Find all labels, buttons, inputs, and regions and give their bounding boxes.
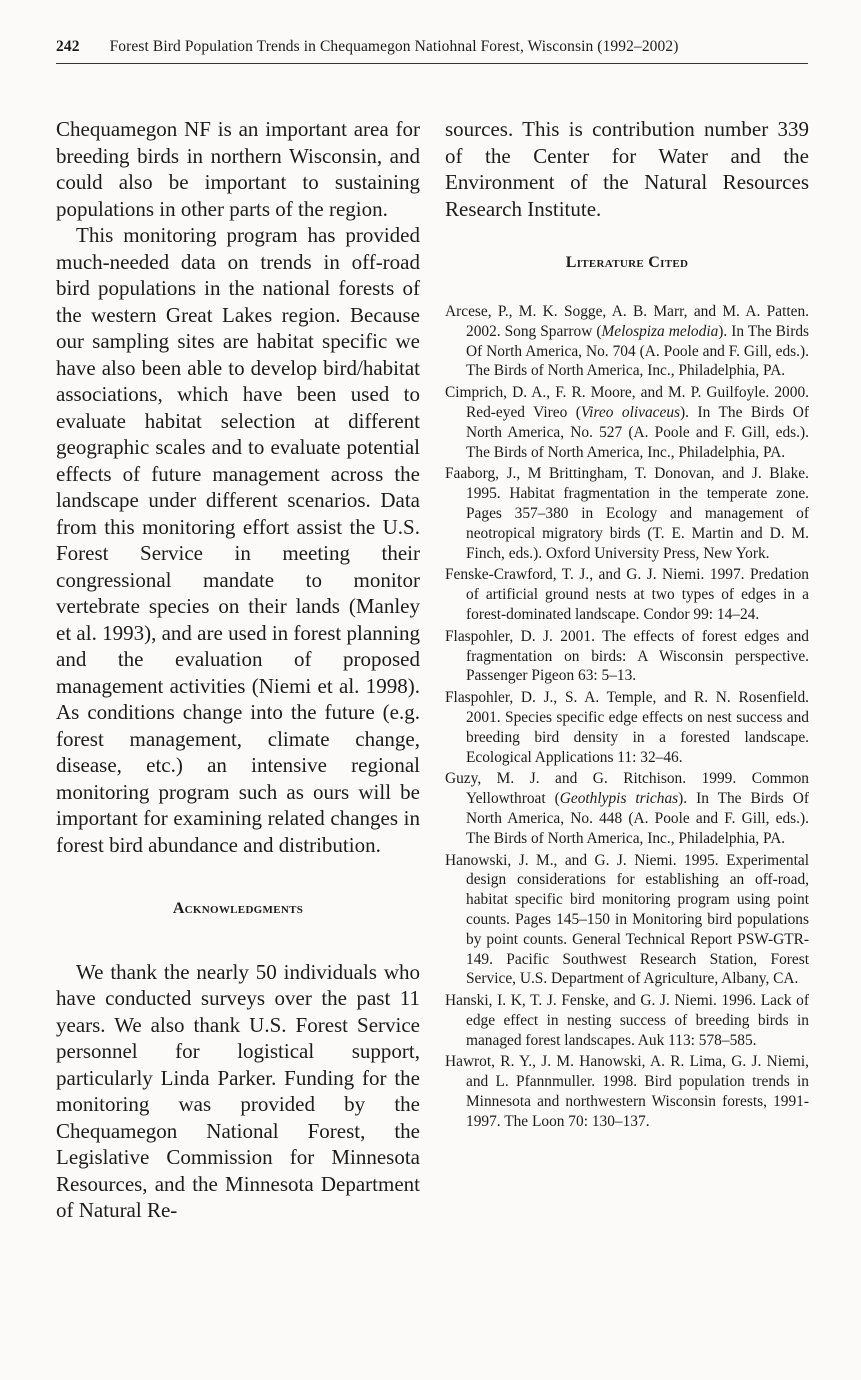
running-title: Forest Bird Population Trends in Chequamegon Natiohnal Forest, Wisconsin (1992–2002) [109, 38, 679, 55]
reference-item: Hawrot, R. Y., J. M. Hanowski, A. R. Lima, G. J. Niemi, and L. Pfannmuller. 1998. Bird population trends in Minnesota and northwestern Wisconsin forests, 1991-1997. The Loon 70: 130–137. [445, 1053, 809, 1130]
reference-item: Hanski, I. K, T. J. Fenske, and G. J. Niemi. 1996. Lack of edge effect in nesting success of breeding birds in managed forest landscapes. Auk 113: 578–585. [445, 992, 809, 1049]
right-column [445, 116, 809, 1134]
header-rule [56, 63, 808, 64]
left-column [56, 116, 420, 1224]
acknowledgments-text: We thank the nearly 50 individuals who have conducted surveys over the past 11 years. We also thank U.S. Forest Service personnel for logistical support, particularly Linda Parker. Funding for the monitoring was provided by the Chequamegon National Forest, the Legislative Commission for Minnesota Resources, and the Minnesota Department of Natural Re- [56, 959, 420, 1222]
reference-item: Guzy, M. J. and G. Ritchison. 1999. Common Yellowthroat (Geothlypis trichas). In The Birds Of North America, No. 448 (A. Poole and F. Gill, eds.). The Birds of North America, Inc., Philadelphia, PA. [445, 770, 809, 847]
reference-item: Faaborg, J., M Brittingham, T. Donovan, and J. Blake. 1995. Habitat fragmentation in the temperate zone. Pages 357–380 in Ecology and management of neotropical migratory birds (T. E. Martin and D. M. Finch, eds.). Oxford University Press, New York. [445, 465, 809, 562]
reference-item: Cimprich, D. A., F. R. Moore, and M. P. Guilfoyle. 2000. Red-eyed Vireo (Vireo olivaceus). In The Birds Of North America, No. 527 (A. Poole and F. Gill, eds.). The Birds of North America, Inc., Philadelphia, PA. [445, 384, 809, 461]
acknowledgments-heading: Acknowledgments [172, 900, 304, 917]
reference-item: Hanowski, J. M., and G. J. Niemi. 1995. Experimental design considerations for establishing an off-road, habitat specific bird monitoring program using point counts. Pages 145–150 in Monitoring bird populations by point counts. General Technical Report PSW-GTR-149. Pacific Southwest Research Station, Forest Service, U.S. Department of Agriculture, Albany, CA. [445, 851, 809, 988]
body-paragraph-continuation: sources. This is contribution number 339 of the Center for Water and the Environment of the Natural Resources Research Institute. [445, 117, 809, 221]
page-number: 242 [56, 38, 80, 55]
reference-item: Flaspohler, D. J. 2001. The effects of forest edges and fragmentation on birds: A Wisconsin perspective. Passenger Pigeon 63: 5–13. [445, 627, 809, 685]
body-paragraph: This monitoring program has provided much-needed data on trends in off-road bird populations in the national forests of the western Great Lakes region. Because our sampling sites are habitat specific we have also been able to develop bird/habitat associations, which have been used to evaluate habitat selection at different geographic scales and to evaluate potential effects of future management across the landscape under different scenarios. Data from this monitoring effort assist the U.S. Forest Service in meeting their congressional mandate to monitor vertebrate species on their lands (Manley et al. 1993), and are used in forest planning and the evaluation of proposed management activities (Niemi et al. 1998). As conditions change into the future (e.g. forest management, climate change, disease, etc.) an intensive regional monitoring program such as ours will be important for examining related changes in forest bird abundance and distribution. [56, 223, 420, 857]
reference-item: Flaspohler, D. J., S. A. Temple, and R. N. Rosenfield. 2001. Species specific edge effects on nest success and breeding bird density in a forested landscape. Ecological Applications 11: 32–46. [445, 689, 809, 766]
body-paragraph: Chequamegon NF is an important area for breeding birds in northern Wisconsin, and could also be important to sustaining populations in other parts of the region. [56, 117, 420, 221]
reference-item: Fenske-Crawford, T. J., and G. J. Niemi. 1997. Predation of artificial ground nests at two types of edges in a forest-dominated landscape. Condor 99: 14–24. [445, 566, 809, 623]
running-header [56, 38, 808, 56]
reference-list [445, 302, 809, 1132]
literature-cited-heading: Literature Cited [565, 254, 689, 271]
reference-item: Arcese, P., M. K. Sogge, A. B. Marr, and M. A. Patten. 2002. Song Sparrow (Melospiza melodia). In The Birds Of North America, No. 704 (A. Poole and F. Gill, eds.). The Birds of North America, Inc., Philadelphia, PA. [445, 303, 810, 380]
